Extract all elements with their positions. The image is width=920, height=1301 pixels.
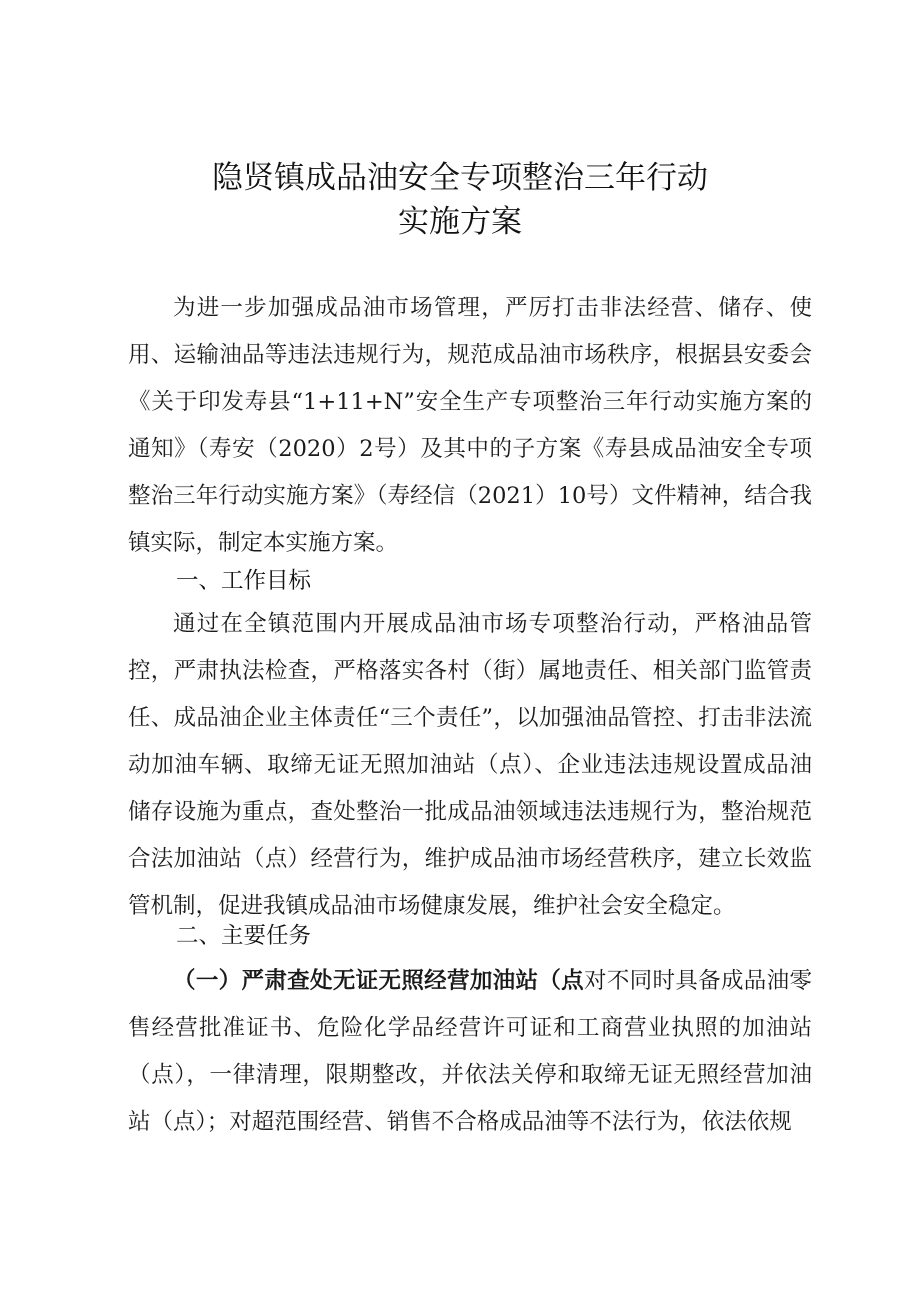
task-1-text: 对不同时具备成品油零售经营批准证书、危险化学品经营许可证和工商营业执照的加油站（点），一律清理，限期整改，并依法关停和取缔无证无照经营加油站（点）；对超范围经营、销售不合格成品油等不法行为，依法依规 bbox=[128, 968, 812, 1135]
section-heading-main-tasks: 二、主要任务 bbox=[176, 923, 312, 949]
work-goals-paragraph: 通过在全镇范围内开展成品油市场专项整治行动，严格油品管控，严肃执法检查，严格落实各村（街）属地责任、相关部门监管责任、成品油企业主体责任“三个责任”，以加强油品管控、打击非法流动加油车辆、取缔无证无照加油站（点）、企业违法违规设置成品油储存设施为重点，查处整治一批成品油领域违法违规行为，整治规范合法加油站（点）经营行为，维护成品油市场经营秩序，建立长效监管机制，促进我镇成品油市场健康发展，维护社会安全稳定。 bbox=[128, 611, 812, 919]
document-title-line-1: 隐贤镇成品油安全专项整治三年行动 bbox=[212, 160, 708, 196]
section-heading-work-goals: 一、工作目标 bbox=[176, 568, 312, 594]
task-1-heading: （一）严肃查处无证无照经营加油站（点 bbox=[173, 968, 584, 994]
document-title-line-2: 实施方案 bbox=[398, 204, 522, 240]
intro-paragraph: 为进一步加强成品油市场管理，严厉打击非法经营、储存、使用、运输油品等违法违规行为，规范成品油市场秩序，根据县安委会《关于印发寿县“1+11+N”安全生产专项整治三年行动实施方案的通知》（寿安（2020）2号）及其中的子方案《寿县成品油安全专项整治三年行动实施方案》（寿经信（2021）10号）文件精神，结合我镇实际，制定本实施方案。 bbox=[128, 295, 812, 556]
task-1-paragraph bbox=[128, 958, 812, 1146]
